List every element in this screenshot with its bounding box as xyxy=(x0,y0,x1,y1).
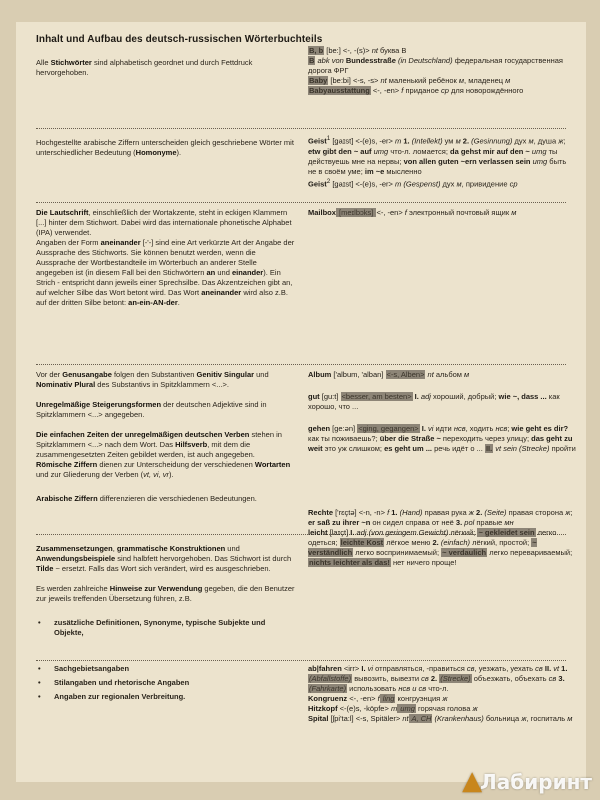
entry-gehen: gehen [ge:ən] <ging, gegangen> I. vi идти нсв, ходить нсв; wie geht es dir? как ты поживаешь?; über die Straße ~ переходить через улицу; das geht zu weit это уж слишком; es geht um ... речь идёт о ... II. vt sein (Strecke) пройти xyxy=(308,424,576,453)
section-phrases: Zusammensetzungen, grammatische Konstruktionen und Anwendungsbeispiele sind halbfett hervorgehoben. Das Stichwort ist durch Tilde ~ ersetzt. Falls das Wort sich verändert, wird es ausgeschrieben. Es werden zahlreiche Hinweise zur Verwendung gegeben, die den Benutzer zur jeweils treffenden Übersetzung führen, z.B. • zusätzliche Definitionen, Synonyme, typische Subjekte und Objekte, • Sachgebietsangaben • Stilangaben und rhetorische Angaben • Angaben zur regionalen Verbreitung. xyxy=(36,544,296,706)
entry-mailbox: Mailbox [meɪlbɔks] <-, -en> f электронный почтовый ящик м xyxy=(308,208,517,217)
section-homonyms: Hochgestellte arabische Ziffern unterscheiden gleich geschriebene Wörter mit unterschiedlicher Bedeutung (Homonyme). xyxy=(36,138,294,157)
logo-mark-icon: ▲ xyxy=(462,766,483,796)
entry-geist-1: Geist$^1$ [gaɪst] <-(e)s, -er> m 1. (Intellekt) ум м 2. (Gesinnung) дух м, душа ж; etw gibt den ~ auf umg что-л. ломается; da gehst mir auf den ~ umg ты действуешь мне на нервы; von allen guten ~ern verlassen sein umg быть не в своём уме; im ~e мысленно xyxy=(308,135,567,176)
examples-phrases xyxy=(308,508,576,568)
section-headwords: Alle Stichwörter sind alphabetisch geordnet und durch Fettdruck hervorgehoben. xyxy=(36,58,253,77)
divider xyxy=(36,364,566,365)
examples-phonetics xyxy=(308,208,576,218)
divider xyxy=(36,128,566,129)
usage-list-2 xyxy=(36,664,296,702)
entry-b-abk: B abk von Bundesstraße (in Deutschland) федеральная государственная дорога ФРГ xyxy=(308,56,563,75)
examples-headwords xyxy=(308,46,576,96)
entry-album: Album ['album, 'alban] <-s, Alben> nt альбом м xyxy=(308,370,470,379)
divider xyxy=(36,660,566,661)
entry-babyausstattung: Babyausstattung <-, -en> f приданое ср для новорождённого xyxy=(309,86,524,95)
entry-abfahren: ab|fahren <irr> I. vi отправляться, -правиться св, уезжать, уехать св II. vt 1. (Abfallstoffe) вывозить, вывезти св 2. (Strecke) объезжать, объехать св 3. (Fahrkarte) использовать нсв и св что-л. xyxy=(308,664,568,693)
entry-b: B, b [be:] <-, -(s)> nt буква B xyxy=(309,46,407,55)
list-item: • zusätzliche Definitionen, Synonyme, typische Subjekte und Objekte, xyxy=(36,618,296,638)
page-title: Inhalt und Aufbau des deutsch-russischen Wörterbuchteils xyxy=(36,34,323,45)
divider xyxy=(36,202,566,203)
entry-kongruenz: Kongruenz <-, -en> f ling конгруэнция ж xyxy=(308,694,448,703)
watermark-logo: ▲Лабиринт xyxy=(462,766,592,796)
entry-geist-2: Geist$^2$ [gaɪst] <-(e)s, -er> m (Gespenst) дух м, привидение ср xyxy=(308,177,518,188)
examples-usage xyxy=(308,664,576,724)
examples-homonyms xyxy=(308,134,576,189)
usage-list-1 xyxy=(36,618,296,638)
entry-spital: Spital [ʃpi'ta:l] <-s, Spitäler> nt A, CH (Krankenhaus) больница ж, госпиталь м xyxy=(308,714,573,723)
list-item: • Angaben zur regionalen Verbreitung. xyxy=(36,692,296,702)
entry-baby: Baby [be:bi] <-s, -s> nt маленький ребёнок м, младенец м xyxy=(309,76,511,85)
list-item: • Sachgebietsangaben xyxy=(36,664,296,674)
entry-rechte: Rechte ['rɛçtə] <-n, -n> f 1. (Hand) правая рука ж 2. (Seite) правая сторона ж; er saß zu ihrer ~n он сидел справа от неё 3. pol правые мн xyxy=(308,508,573,527)
dictionary-page xyxy=(16,22,586,782)
entry-hitzkopf: Hitzkopf <-(e)s, -köpfe> m umg горячая голова ж xyxy=(308,704,478,713)
section-grammar: Vor der Genusangabe folgen den Substantiven Genitiv Singular und Nominativ Plural des Substantivs in Spitzklammern <...>. Unregelmäßige Steigerungsformen der deutschen Adjektive sind in Spitzklammern <...> angegeben. Die einfachen Zeiten der unregelmäßigen deutschen Verben stehen in Spitzklammern <...> nach dem Wort. Das Hilfsverb, mit dem die zusammengesetzten Zeiten gebildet werden, ist auch angegeben. Römische Ziffern dienen zur Unterscheidung der verschiedenen Wortarten und zur Gliederung der Verben (vt, vi, vr). Arabische Ziffern differenzieren die verschiedenen Bedeutungen. xyxy=(36,370,291,503)
list-item: • Stilangaben und rhetorische Angaben xyxy=(36,678,296,688)
section-phonetics: Die Lautschrift, einschließlich der Wortakzente, steht in eckigen Klammern [...] hinter dem Stichwort. Dabei wird das internationale phonetische Alphabet (IPA) verwendet. Angaben der Form aneinander [-'-] sind eine Art verkürzte Art der Angabe der Aussprache des Stichworts. Sie können benutzt werden, wenn die Aussprache der Wortbestandteile im Wörterbuch an anderer Stelle angegeben ist (in diesem Fall bei den Stichwörtern an und einander). Ein Strich - entspricht dann jeweils einer Sprechsilbe. Das Akzentzeichen gibt an, auf welcher Silbe das Wort betont wird. Das Wort aneinander wird also z.B. auf der dritten Silbe betont: an-ein-AN-der. xyxy=(36,208,295,307)
entry-gut: gut [gu:t] <besser, am besten> I. adj хороший, добрый; wie ~, dass ... как хорошо, что ... xyxy=(308,392,560,411)
examples-grammar xyxy=(308,370,576,454)
entry-leicht: leicht [laɪçt] I. adj (von geringem Gewicht) лёгкий; ~ gekleidet sein легко одеться; leichte Kost лёгкое меню 2. (einfach) лёгкий, простой; ~ verständlich легко воспринимаемый; ~ verdaulich легко перевариваемый; nichts leichter als das! нет ничего проще! xyxy=(308,528,573,567)
